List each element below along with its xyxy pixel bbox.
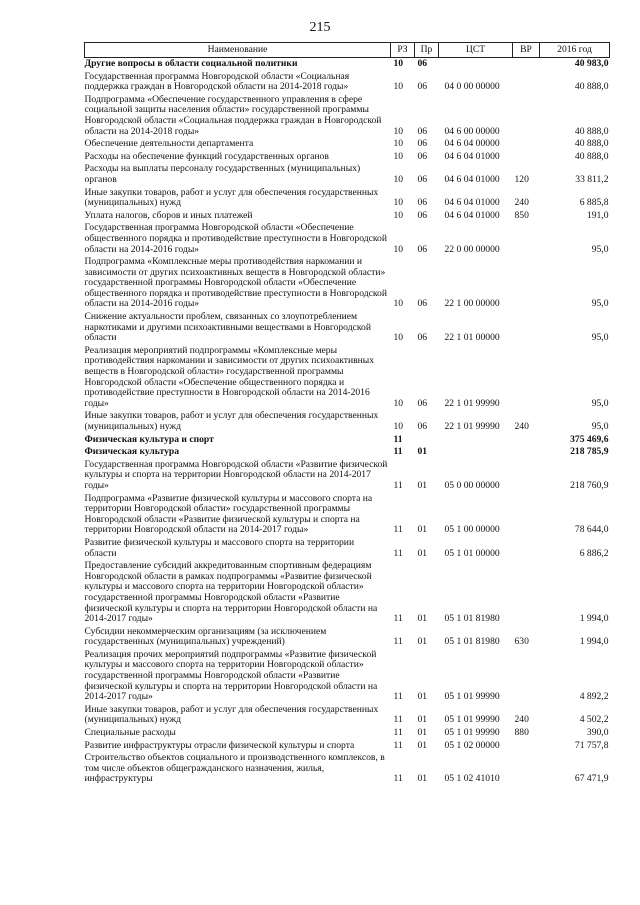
cell-rz: 11 [393, 524, 403, 536]
cell-rz: 10 [393, 397, 404, 409]
cell-cst: 05 0 00 00000 [444, 479, 500, 491]
cell-sum: 375 469,6 [570, 433, 609, 445]
cell-cst: 05 1 01 81980 [444, 613, 500, 625]
cell-sum: 218 785,9 [570, 446, 609, 458]
cell-rz: 10 [393, 209, 404, 221]
table-row [85, 493, 610, 537]
cell-cst [439, 434, 513, 447]
cell-vr [513, 58, 540, 71]
cell-pr: 01 [417, 739, 428, 751]
cell-pr: 01 [417, 773, 428, 785]
cell-rz: 11 [393, 479, 403, 491]
cell-sum: 40 888,0 [574, 81, 609, 93]
table-row [85, 222, 610, 256]
table-row [85, 649, 610, 704]
cell-vr [513, 649, 540, 704]
cell-cst: 05 1 01 81980 [444, 636, 500, 648]
cell-vr [513, 94, 540, 138]
cell-pr: 01 [417, 613, 428, 625]
cell-cst: 04 6 04 01000 [444, 197, 500, 209]
table-row [85, 58, 610, 71]
cell-name: Уплата налогов, сборов и иных платежей [84, 209, 253, 221]
cell-sum: 95,0 [591, 421, 609, 432]
cell-vr: 120 [514, 173, 529, 185]
cell-name: Расходы на выплаты персоналу государственных (муниципальных) органов [84, 163, 361, 185]
header-sum: 2016 год [540, 43, 610, 58]
cell-sum: 40 888,0 [574, 150, 609, 162]
cell-sum: 4 892,2 [579, 691, 609, 703]
cell-sum: 95,0 [591, 243, 609, 255]
cell-name: Субсидии некоммерческим организациям (за исключением государственных (муниципальных) учреждений) [84, 625, 327, 648]
cell-rz: 10 [393, 125, 404, 137]
cell-name: Развитие инфраструктуры отрасли физической культуры и спорта [84, 739, 355, 751]
cell-rz: 10 [393, 138, 404, 150]
table-row [85, 187, 610, 210]
cell-name: Физическая культура [84, 446, 180, 458]
cell-sum: 95,0 [591, 397, 609, 409]
cell-cst: 22 1 00 00000 [444, 298, 500, 310]
cell-sum: 67 471,9 [574, 773, 609, 785]
cell-pr: 06 [417, 81, 428, 93]
cell-cst: 04 6 00 00000 [444, 125, 500, 137]
cell-pr: 06 [417, 150, 428, 162]
cell-pr: 06 [417, 421, 428, 432]
cell-pr [415, 434, 439, 447]
cell-vr: 240 [514, 197, 529, 209]
cell-pr: 01 [417, 524, 428, 536]
table-row [85, 151, 610, 164]
cell-sum: 390,0 [586, 727, 609, 739]
cell-vr [513, 752, 540, 786]
cell-rz: 10 [393, 81, 404, 93]
cell-rz: 11 [393, 727, 403, 739]
cell-vr: 880 [514, 727, 529, 739]
cell-name: Подпрограмма «Обеспечение государственного управления в сфере социальной защиты населения области» государственной программы Новгородской области «Социальная поддержка граждан в Новгородской области на 2014-2018 годы» [84, 93, 382, 137]
cell-vr [513, 345, 540, 411]
cell-rz: 10 [393, 298, 404, 310]
cell-sum: 33 811,2 [575, 173, 609, 185]
cell-pr: 06 [417, 397, 428, 409]
table-row [85, 210, 610, 223]
cell-name: Иные закупки товаров, работ и услуг для обеспечения государственных (муниципальных) нужд [84, 186, 379, 209]
cell-cst: 05 1 02 41010 [444, 773, 500, 785]
table-row [85, 740, 610, 753]
cell-name: Обеспечение деятельности департамента [84, 138, 254, 150]
cell-vr [513, 71, 540, 94]
cell-rz: 11 [393, 636, 403, 648]
cell-sum: 4 502,2 [579, 714, 609, 726]
cell-rz: 10 [393, 421, 404, 432]
cell-sum: 95,0 [591, 332, 609, 344]
cell-pr: 01 [417, 479, 428, 491]
cell-rz: 11 [393, 714, 403, 726]
cell-pr: 01 [417, 446, 428, 458]
cell-rz: 11 [393, 547, 403, 559]
cell-name: Строительство объектов социального и производственного комплексов, в том числе объектов общегражданского назначения, жилья, инфраструктуры [84, 752, 385, 785]
cell-pr: 06 [417, 243, 428, 255]
cell-cst: 05 1 01 00000 [444, 547, 500, 559]
table-row [85, 704, 610, 727]
cell-vr [513, 740, 540, 753]
cell-pr: 06 [417, 58, 428, 69]
cell-pr: 06 [417, 173, 428, 185]
cell-rz: 11 [393, 433, 403, 445]
cell-name: Подпрограмма «Комплексные меры противодействия наркомании и зависимости от других психоактивных веществ в Новгородской области» государственной программы Новгородской области «Обеспечение общественного порядка и противодействие преступности в Новгородской области на 2014-2016 годы» [84, 256, 387, 310]
cell-sum: 40 888,0 [574, 125, 609, 137]
table-row [85, 752, 610, 786]
cell-vr [513, 311, 540, 345]
cell-name: Специальные расходы [84, 727, 176, 739]
cell-pr: 01 [417, 727, 428, 739]
cell-name: Подпрограмма «Развитие физической культуры и массового спорта на территории Новгородской области» государственной программы Новгородской области «Развитие физической культуры и спорта на территории Новгородской области на 2014-2017 годы» [84, 492, 373, 536]
cell-cst: 04 6 04 01000 [444, 150, 500, 162]
cell-rz: 11 [393, 613, 403, 625]
cell-cst: 22 1 01 00000 [444, 332, 500, 344]
cell-name: Снижение актуальности проблем, связанных со злоупотреблением наркотиками и другими психоактивными веществами в Новгородской области [84, 311, 371, 344]
cell-name: Государственная программа Новгородской области «Обеспечение общественного порядка и противодействие преступности в Новгородской области на 2014-2016 годы» [84, 222, 387, 255]
cell-rz: 11 [393, 446, 403, 458]
table-row [85, 446, 610, 459]
cell-rz: 10 [393, 332, 404, 344]
cell-rz: 10 [393, 150, 404, 162]
cell-vr [513, 222, 540, 256]
table-row [85, 410, 610, 433]
cell-rz: 10 [393, 58, 404, 69]
cell-name: Другие вопросы в области социальной политики [84, 58, 298, 69]
cell-pr: 01 [417, 691, 428, 703]
cell-pr: 06 [417, 125, 428, 137]
cell-name: Предоставление субсидий аккредитованным спортивным федерациям Новгородской области в рамках подпрограммы «Развитие физической культуры и массового спорта на территории Новгородской области» государственной программы Новгородской области «Развитие физической культуры и спорта на территории Новгородской области на 2014-2017 годы» [84, 560, 378, 625]
cell-vr [513, 138, 540, 151]
table-row [85, 727, 610, 740]
cell-cst: 05 1 01 99990 [444, 714, 500, 726]
cell-cst: 22 1 01 99990 [444, 421, 500, 432]
cell-name: Физическая культура и спорт [84, 433, 214, 445]
cell-sum: 95,0 [591, 298, 609, 310]
cell-cst: 22 1 01 99990 [444, 397, 500, 409]
cell-pr: 06 [417, 209, 428, 221]
cell-sum: 6 885,8 [579, 197, 609, 209]
cell-cst: 04 6 04 01000 [444, 173, 500, 185]
cell-vr [513, 446, 540, 459]
cell-name: Расходы на обеспечение функций государственных органов [84, 150, 329, 162]
cell-cst: 05 1 00 00000 [444, 524, 500, 536]
cell-rz: 10 [393, 173, 404, 185]
cell-name: Государственная программа Новгородской области «Развитие физической культуры и спорта на территории Новгородской области на 2014-2017 годы» [84, 458, 388, 491]
cell-vr: 240 [514, 714, 529, 726]
table-row [85, 560, 610, 626]
cell-vr: 850 [514, 209, 529, 221]
cell-vr: 630 [514, 636, 529, 648]
cell-vr [513, 459, 540, 493]
cell-sum: 40 888,0 [574, 138, 609, 150]
table-header-row [85, 43, 610, 58]
cell-name: Иные закупки товаров, работ и услуг для обеспечения государственных (муниципальных) нужд [84, 410, 379, 432]
table-row [85, 345, 610, 411]
cell-sum: 40 983,0 [574, 58, 609, 69]
cell-vr [513, 151, 540, 164]
cell-cst: 05 1 01 99990 [444, 727, 500, 739]
cell-cst: 05 1 01 99990 [444, 691, 500, 703]
cell-pr: 01 [417, 636, 428, 648]
cell-rz: 10 [393, 197, 404, 209]
cell-pr: 06 [417, 138, 428, 150]
header-name: Наименование [85, 43, 391, 58]
cell-sum: 191,0 [586, 209, 609, 221]
cell-name: Государственная программа Новгородской области «Социальная поддержка граждан в Новгородской области на 2014-2018 годы» [84, 70, 350, 93]
page-number: 215 [309, 20, 331, 35]
table-row [85, 138, 610, 151]
table-row [85, 434, 610, 447]
table-row [85, 256, 610, 311]
table-row [85, 163, 610, 186]
header-pr: Пр [415, 43, 439, 58]
cell-name: Реализация прочих мероприятий подпрограммы «Развитие физической культуры и массового спорта на территории Новгородской области» государственной программы Новгородской области «Развитие физической культуры и спорта на территории Новгородской области на 2014-2017 годы» [84, 648, 378, 703]
cell-sum: 1 994,0 [579, 613, 609, 625]
cell-pr: 01 [417, 714, 428, 726]
cell-cst: 04 6 04 00000 [444, 138, 500, 150]
header-vr: ВР [513, 43, 540, 58]
cell-vr [513, 493, 540, 537]
cell-sum: 218 760,9 [570, 479, 609, 491]
cell-cst [439, 58, 513, 71]
cell-pr: 06 [417, 332, 428, 344]
cell-cst: 22 0 00 00000 [444, 243, 500, 255]
table-row [85, 94, 610, 138]
table-row [85, 311, 610, 345]
cell-sum: 71 757,8 [574, 739, 609, 751]
cell-vr [513, 434, 540, 447]
cell-vr [513, 537, 540, 560]
cell-rz: 10 [393, 243, 404, 255]
cell-rz: 11 [393, 739, 403, 751]
table-row [85, 71, 610, 94]
cell-rz: 11 [393, 773, 403, 785]
cell-pr: 01 [417, 547, 428, 559]
cell-pr: 06 [417, 197, 428, 209]
cell-cst: 05 1 02 00000 [444, 739, 500, 751]
cell-name: Реализация мероприятий подпрограммы «Комплексные меры противодействия наркомании и зависимости от других психоактивных веществ в Новгородской области» государственной программы Новгородской области «Обеспечение общественного порядка и противодействие преступности в Новгородской области на 2014-2016 годы» [84, 344, 375, 409]
cell-cst [439, 446, 513, 459]
cell-name: Развитие физической культуры и массового спорта на территории области [84, 536, 355, 559]
cell-vr [513, 256, 540, 311]
cell-vr: 240 [514, 421, 529, 432]
budget-table [84, 42, 610, 786]
cell-sum: 1 994,0 [579, 636, 609, 648]
cell-cst: 04 6 04 01000 [444, 209, 500, 221]
cell-cst: 04 0 00 00000 [444, 81, 500, 93]
table-row [85, 459, 610, 493]
cell-name: Иные закупки товаров, работ и услуг для обеспечения государственных (муниципальных) нужд [84, 703, 379, 726]
header-rz: РЗ [391, 43, 415, 58]
cell-vr [513, 560, 540, 626]
header-cst: ЦСТ [439, 43, 513, 58]
table-row [85, 537, 610, 560]
cell-pr: 06 [417, 298, 428, 310]
cell-sum: 78 644,0 [574, 524, 609, 536]
cell-rz: 11 [393, 691, 403, 703]
table-row [85, 626, 610, 649]
cell-sum: 6 886,2 [579, 547, 609, 559]
